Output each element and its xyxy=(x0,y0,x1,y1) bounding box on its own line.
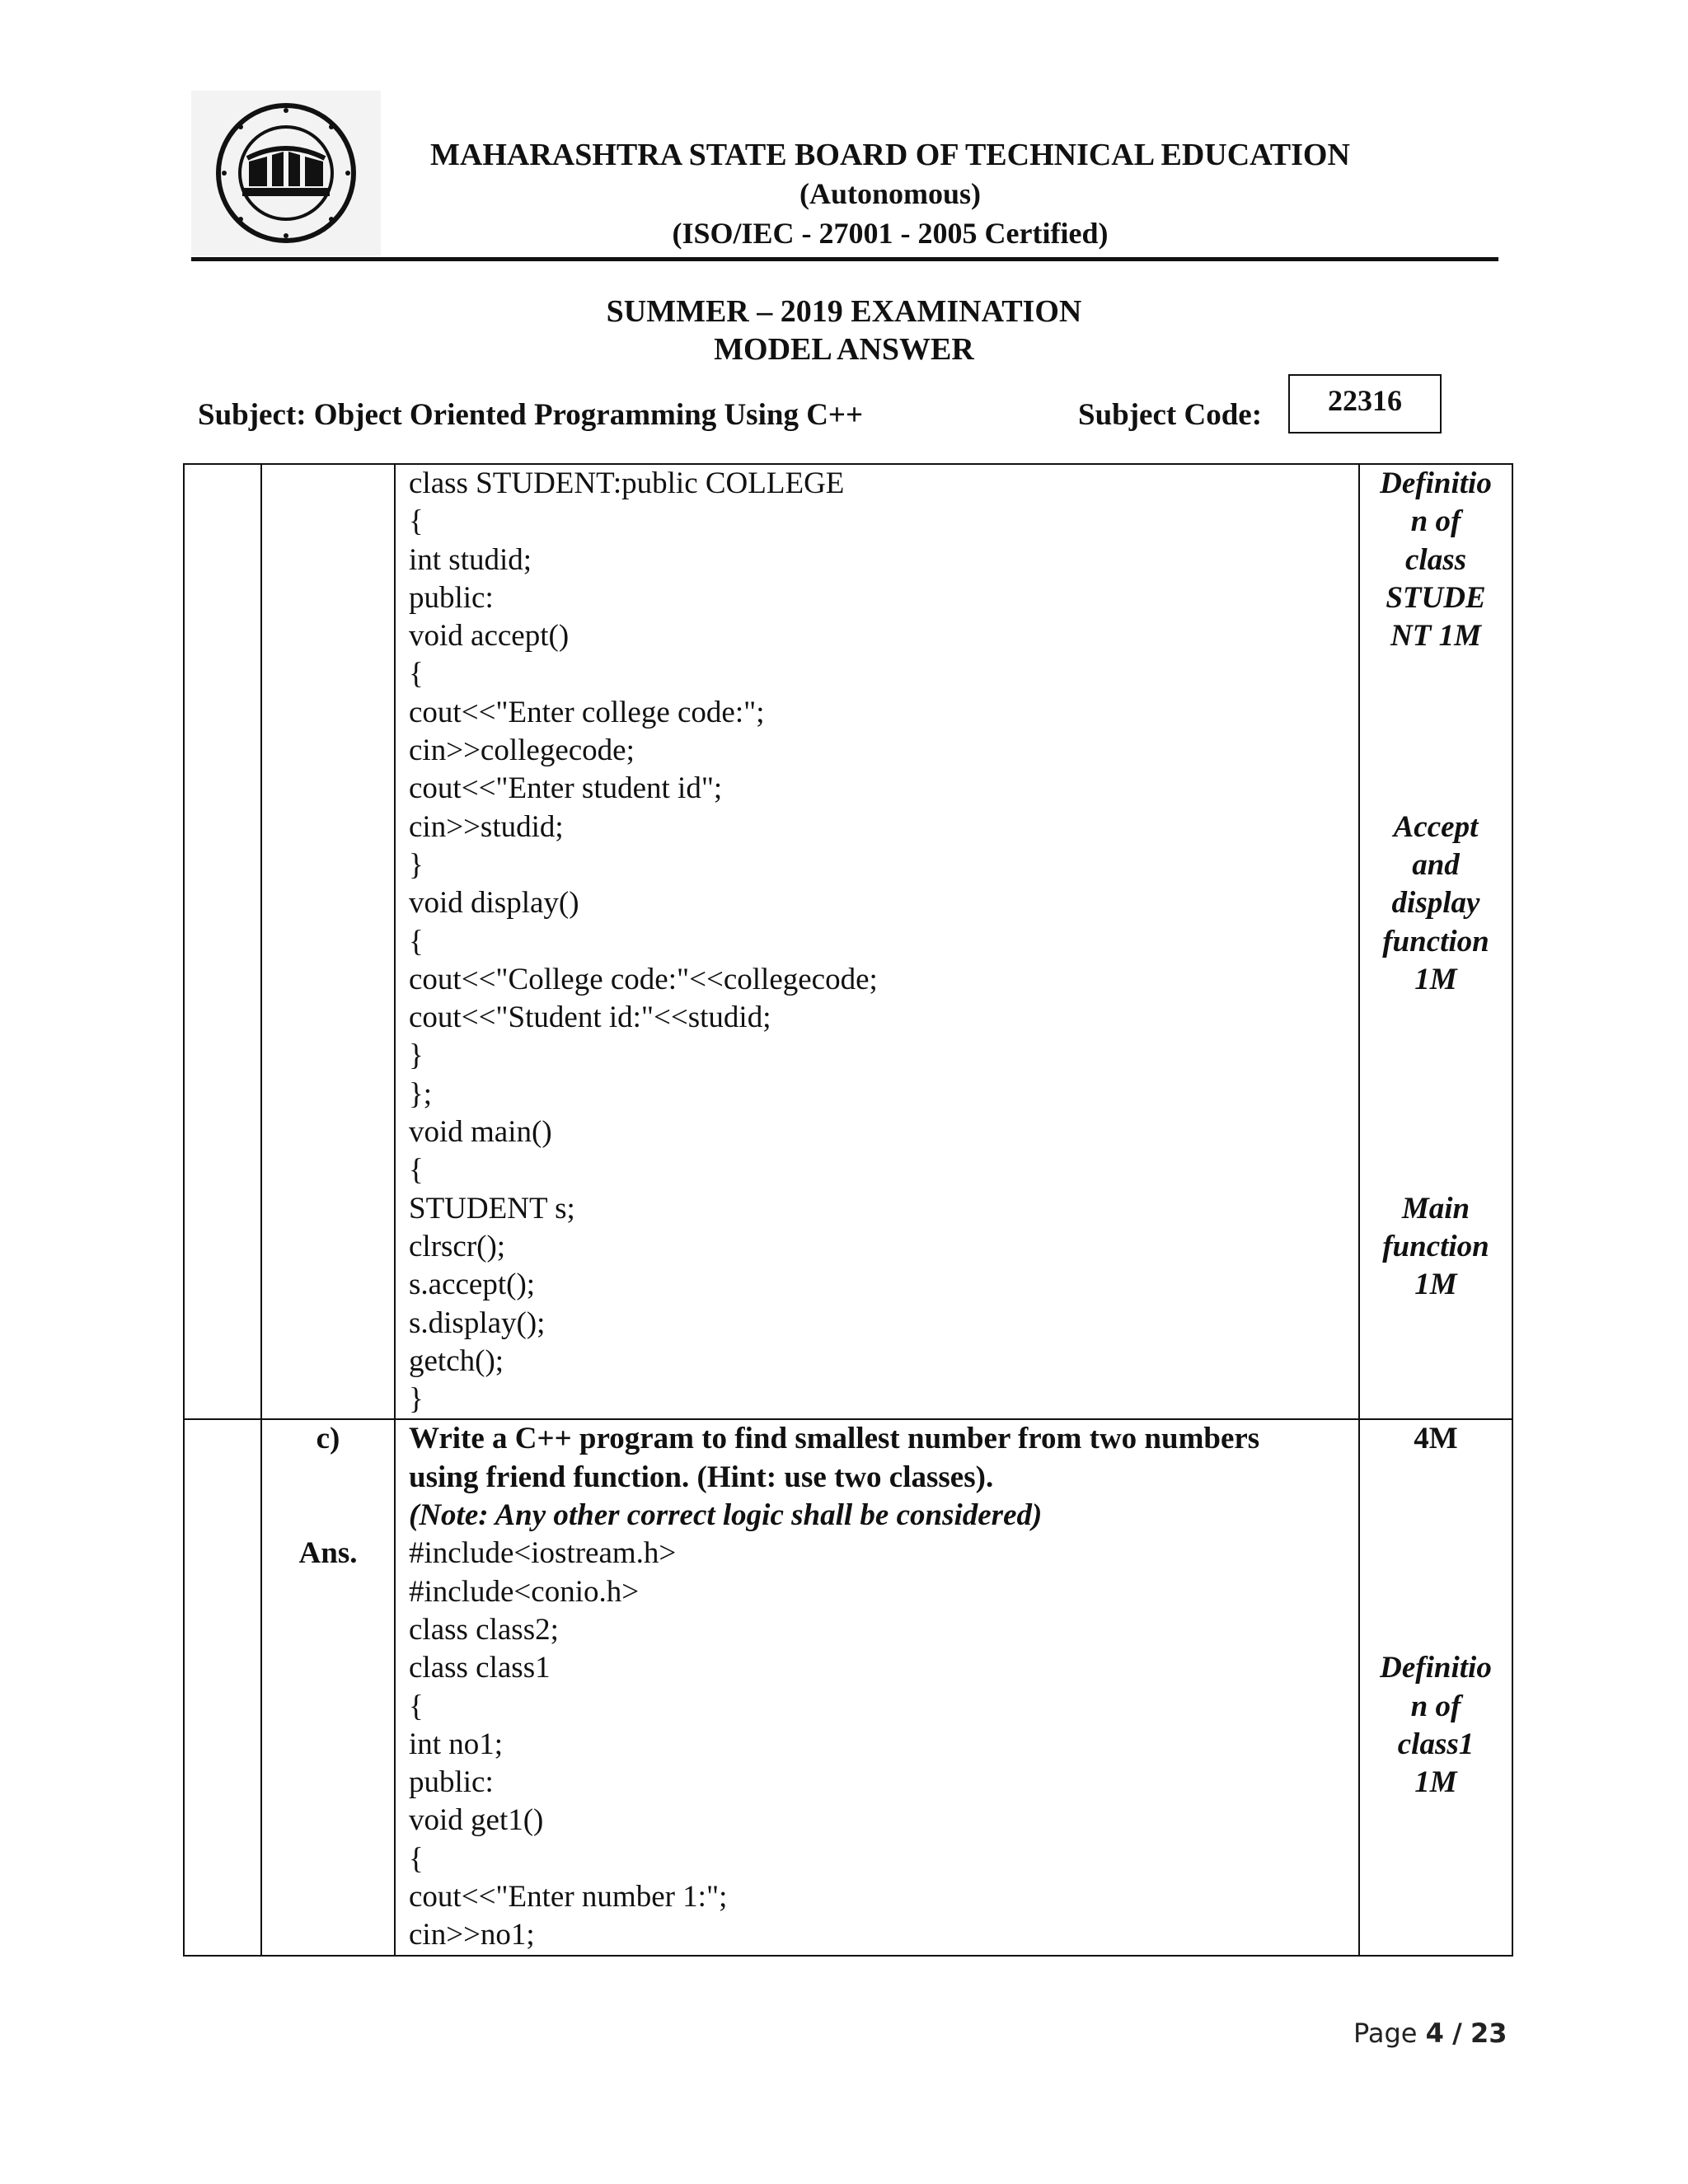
exam-subtitle: MODEL ANSWER xyxy=(714,332,974,367)
code-line: cout<<"Enter student id"; xyxy=(409,771,723,806)
marks-notes xyxy=(1360,465,1512,1305)
marks-cell xyxy=(1359,1419,1512,1955)
code-line: #include<iostream.h> xyxy=(409,1536,677,1571)
qgroup-cell xyxy=(184,464,261,1419)
total-marks: 4M xyxy=(1414,1422,1458,1456)
answer-label: Ans. xyxy=(298,1535,358,1570)
msbte-seal-icon xyxy=(191,91,381,255)
code-line: getch(); xyxy=(409,1343,504,1378)
code-line: } xyxy=(409,1382,424,1417)
question-number: c) xyxy=(316,1422,340,1456)
marks-note: STUDE xyxy=(1386,580,1486,615)
marks-note xyxy=(1360,1113,1512,1151)
code-line: cin>>no1; xyxy=(409,1918,535,1952)
org-name: MAHARASHTRA STATE BOARD OF TECHNICAL EDUCATION xyxy=(430,138,1350,172)
subject-code-box: 22316 xyxy=(1288,374,1442,434)
exam-title: SUMMER – 2019 EXAMINATION xyxy=(606,294,1082,329)
marks-note: function xyxy=(1382,924,1489,958)
code-line: class class2; xyxy=(409,1612,559,1647)
code-line: void accept() xyxy=(409,619,570,654)
code-line: { xyxy=(409,924,424,958)
marks-note: display xyxy=(1391,886,1480,921)
org-certification: (ISO/IEC - 27001 - 2005 Certified) xyxy=(672,217,1109,250)
code-line: int studid; xyxy=(409,542,532,577)
code-line: s.accept(); xyxy=(409,1268,536,1302)
code-line: public: xyxy=(409,580,494,615)
code-line: cout<<"Enter number 1:"; xyxy=(409,1879,728,1914)
code-line: cin>>collegecode; xyxy=(409,733,635,768)
marks-note: NT 1M xyxy=(1390,619,1481,654)
marks-note xyxy=(1360,999,1512,1037)
marks-cell xyxy=(1359,464,1512,1419)
page-footer xyxy=(1353,2018,1507,2049)
code-line: cout<<"Student id:"<<studid; xyxy=(409,1001,771,1035)
org-autonomous: (Autonomous) xyxy=(799,177,982,210)
code-block xyxy=(409,465,1358,1418)
qgroup-cell xyxy=(184,1419,261,1955)
marks-note: class1 xyxy=(1397,1727,1475,1761)
page-separator: / xyxy=(1452,2018,1462,2049)
table-row xyxy=(184,464,1512,1419)
marks-notes xyxy=(1360,1649,1512,1802)
code-line: void main() xyxy=(409,1115,552,1150)
marks-note: and xyxy=(1412,847,1460,882)
page-prefix: Page xyxy=(1353,2018,1418,2049)
marks-note: 1M xyxy=(1414,962,1457,996)
marks-note xyxy=(1360,694,1512,732)
answer-code-cell xyxy=(395,464,1359,1419)
marks-note: Accept xyxy=(1393,809,1479,844)
code-line: void display() xyxy=(409,886,579,921)
code-line: }; xyxy=(409,1076,433,1111)
question-note: (Note: Any other correct logic shall be considered) xyxy=(409,1498,1043,1533)
code-line: s.display(); xyxy=(409,1305,546,1340)
code-line: cout<<"College code:"<<collegecode; xyxy=(409,962,878,996)
code-line: STUDENT s; xyxy=(409,1191,575,1226)
code-line: public: xyxy=(409,1765,494,1800)
seal-graphic xyxy=(191,91,381,255)
code-line: { xyxy=(409,657,424,691)
marks-note xyxy=(1360,770,1512,808)
marks-note: function xyxy=(1382,1229,1489,1263)
page-total: 23 xyxy=(1470,2018,1507,2049)
marks-note xyxy=(1360,1076,1512,1113)
code-line: } xyxy=(409,1038,424,1073)
marks-note: n of xyxy=(1410,1689,1461,1723)
table-row xyxy=(184,1419,1512,1955)
marks-note: class xyxy=(1405,542,1466,577)
code-line: class STUDENT:public COLLEGE xyxy=(409,466,845,500)
marks-note xyxy=(1360,1037,1512,1075)
page-current: 4 xyxy=(1425,2018,1444,2049)
code-line: int no1; xyxy=(409,1727,504,1761)
code-line: void get1() xyxy=(409,1803,544,1838)
code-line: { xyxy=(409,504,424,539)
code-line: } xyxy=(409,847,424,882)
subject-code-label: Subject Code: xyxy=(1078,398,1263,432)
qno-cell xyxy=(261,464,395,1419)
marks-note xyxy=(1360,732,1512,770)
question-line: Write a C++ program to find smallest number from two numbers xyxy=(409,1422,1260,1456)
answer-table xyxy=(183,463,1513,1957)
qno-cell xyxy=(261,1419,395,1955)
code-line: #include<conio.h> xyxy=(409,1574,640,1609)
marks-note: Main xyxy=(1401,1191,1470,1226)
marks-note xyxy=(1360,655,1512,693)
code-block xyxy=(409,1535,1358,1954)
subject-label: Subject: Object Oriented Programming Using C++ xyxy=(198,398,864,432)
code-line: class class1 xyxy=(409,1651,551,1685)
header-divider xyxy=(191,257,1498,261)
code-line: clrscr(); xyxy=(409,1229,506,1263)
code-line: { xyxy=(409,1153,424,1188)
marks-note: 1M xyxy=(1414,1268,1457,1302)
question-line: using friend function. (Hint: use two classes). xyxy=(409,1460,994,1494)
code-line: { xyxy=(409,1689,424,1723)
code-line: { xyxy=(409,1841,424,1876)
marks-note: 1M xyxy=(1414,1765,1457,1800)
answer-code-cell xyxy=(395,1419,1359,1955)
code-line: cin>>studid; xyxy=(409,809,564,844)
marks-note: Definitio xyxy=(1380,1651,1492,1685)
marks-note: n of xyxy=(1410,504,1461,539)
code-line: cout<<"Enter college code:"; xyxy=(409,695,765,729)
marks-note: Definitio xyxy=(1380,466,1492,500)
marks-note xyxy=(1360,1151,1512,1189)
